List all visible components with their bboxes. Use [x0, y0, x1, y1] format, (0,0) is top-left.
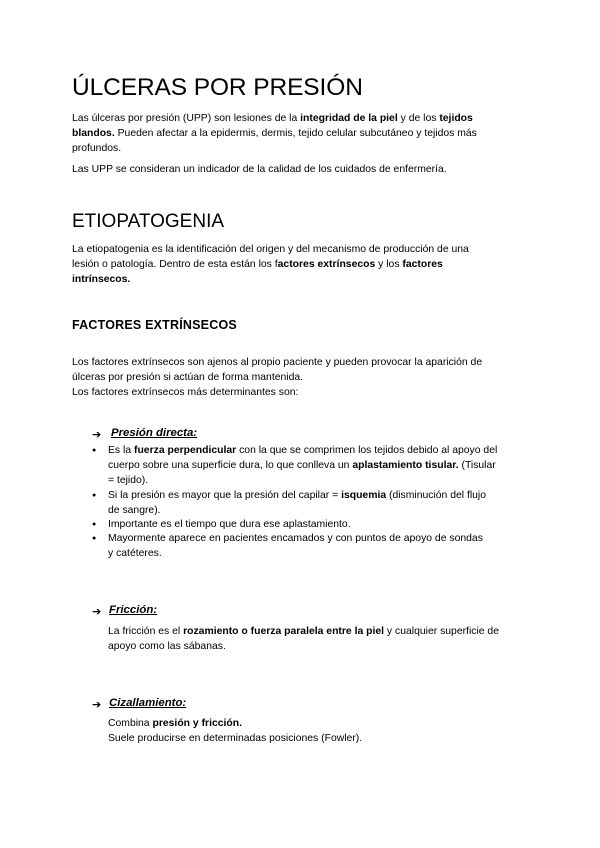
arrow-icon: ➔ — [92, 429, 102, 441]
friccion-paragraph: La fricción es el rozamiento o fuerza paralela entre la piel y cualquier superficie de apoyo como las sábanas. — [108, 626, 499, 653]
list-item: Es la fuerza perpendicular con la que se comprimen los tejidos debido al apoyo del cuerpo sobre una superficie dura, lo que conlleva un aplastamiento tisular. (Tisular = tejido). — [108, 445, 498, 487]
section-heading-factores-extrinsecos: FACTORES EXTRÍNSECOS — [72, 318, 237, 332]
etiopatogenia-paragraph: La etiopatogenia es la identificación del origen y del mecanismo de producción de una lesión o patología. Dentro de esta están los factores extrínsecos y los factores intrínsecos. — [72, 244, 469, 286]
subheading-friccion: Fricción: — [109, 604, 158, 616]
subheading-cizallamiento: Cizallamiento: — [109, 697, 187, 709]
bullet-icon: ● — [92, 492, 97, 499]
arrow-icon: ➔ — [92, 699, 102, 711]
bullet-icon: ● — [92, 521, 97, 528]
arrow-icon: ➔ — [92, 606, 102, 618]
list-item: Importante es el tiempo que dura ese aplastamiento. — [108, 519, 351, 530]
cizallamiento-paragraph: Combina presión y fricción. Suele producirse en determinadas posiciones (Fowler). — [108, 718, 363, 745]
list-item: Mayormente aparece en pacientes encamados y con puntos de apoyo de sondas y catéteres. — [108, 533, 483, 560]
list-item: Si la presión es mayor que la presión del capilar = isquemia (disminución del flujo de sangre). — [108, 490, 487, 517]
intro-paragraph-2: Las UPP se consideran un indicador de la calidad de los cuidados de enfermería. — [72, 164, 447, 175]
intro-paragraph: Las úlceras por presión (UPP) son lesiones de la integridad de la piel y de los tejidos blandos. Pueden afectar a la epidermis, dermis, tejido celular subcutáneo y tejidos más profundos. — [72, 113, 477, 155]
page-title: ÚLCERAS POR PRESIÓN — [72, 74, 363, 101]
section-heading-etiopatogenia: ETIOPATOGENIA — [72, 211, 225, 232]
bullet-icon: ● — [92, 535, 97, 542]
extrinsecos-paragraph: Los factores extrínsecos son ajenos al propio paciente y pueden provocar la aparición de úlceras por presión si actúan de forma mantenida. Los factores extrínsecos más determinantes son: — [72, 357, 483, 399]
subheading-presion-directa: Presión directa: — [111, 427, 198, 439]
bullet-icon: ● — [92, 447, 97, 454]
